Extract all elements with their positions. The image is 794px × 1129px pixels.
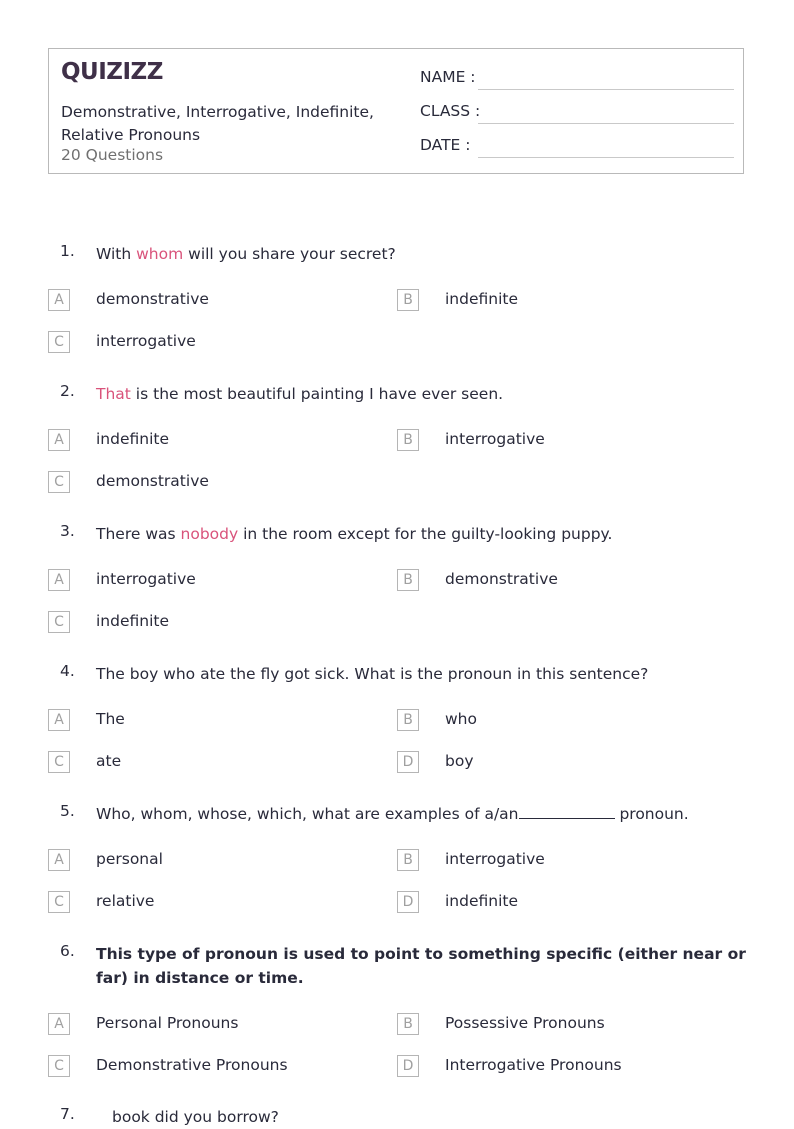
name-label: NAME : <box>420 68 476 86</box>
option-text: personal <box>96 850 163 868</box>
question-text <box>96 522 746 546</box>
option-letter-box: B <box>397 429 419 451</box>
option-text: interrogative <box>445 430 545 448</box>
answer-blank <box>519 804 615 819</box>
option-text: Demonstrative Pronouns <box>96 1056 288 1074</box>
option-letter-box: B <box>397 849 419 871</box>
question-number: 6. <box>60 942 75 960</box>
option-letter-box: A <box>48 569 70 591</box>
option-text: boy <box>445 752 474 770</box>
quizizz-logo: QUIZIZZ <box>61 59 163 85</box>
option-text: interrogative <box>96 570 196 588</box>
name-line[interactable] <box>478 89 734 90</box>
option-letter-box: C <box>48 891 70 913</box>
option-letter-box: D <box>397 751 419 773</box>
option-letter-box: D <box>397 1055 419 1077</box>
question-number: 1. <box>60 242 75 260</box>
name-field[interactable] <box>420 68 734 90</box>
highlighted-word: nobody <box>180 525 239 543</box>
question-text: The boy who ate the fly got sick. What is the pronoun in this sentence? <box>96 665 649 683</box>
question-text-part: Who, whom, whose, which, what are examples of a/an <box>96 805 519 823</box>
option-letter-box: C <box>48 471 70 493</box>
question-count: 20 Questions <box>61 146 164 164</box>
question-number: 2. <box>60 382 75 400</box>
option-letter-box: A <box>48 709 70 731</box>
question-text <box>96 382 746 406</box>
option-letter-box: C <box>48 751 70 773</box>
question-text-part: With <box>96 245 137 263</box>
option-text: interrogative <box>445 850 545 868</box>
question-text-part: will you share your secret? <box>183 245 396 263</box>
option-letter-box: B <box>397 569 419 591</box>
option-text: indefinite <box>445 290 519 308</box>
option-letter-box: C <box>48 611 70 633</box>
option-letter-box: B <box>397 289 419 311</box>
question-text: book did you borrow? <box>112 1108 279 1126</box>
option-letter-box: A <box>48 849 70 871</box>
question-number: 4. <box>60 662 75 680</box>
option-text: Possessive Pronouns <box>445 1014 605 1032</box>
worksheet-header <box>48 48 744 174</box>
question-number: 5. <box>60 802 75 820</box>
date-field[interactable] <box>420 136 734 158</box>
option-text: indefinite <box>96 430 170 448</box>
option-text: The <box>96 710 125 728</box>
option-letter-box: C <box>48 331 70 353</box>
question-text-part: pronoun. <box>614 805 689 823</box>
question-text-part: in the room except for the guilty-looking puppy. <box>238 525 613 543</box>
class-line[interactable] <box>478 123 734 124</box>
option-text: interrogative <box>96 332 196 350</box>
question-text <box>96 242 746 266</box>
option-text: demonstrative <box>445 570 558 588</box>
question-text-part: is the most beautiful painting I have ever seen. <box>130 385 504 403</box>
option-text: demonstrative <box>96 290 209 308</box>
date-label: DATE : <box>420 136 471 154</box>
highlighted-word: whom <box>136 245 184 263</box>
question-number: 3. <box>60 522 75 540</box>
option-text: Interrogative Pronouns <box>445 1056 622 1074</box>
class-label: CLASS : <box>420 102 481 120</box>
option-text: relative <box>96 892 155 910</box>
option-letter-box: A <box>48 1013 70 1035</box>
option-letter-box: D <box>397 891 419 913</box>
option-letter-box: B <box>397 709 419 731</box>
highlighted-word: That <box>96 385 131 403</box>
option-letter-box: C <box>48 1055 70 1077</box>
worksheet-title: Demonstrative, Interrogative, Indefinite, Relative Pronouns <box>61 103 374 144</box>
option-text: who <box>445 710 477 728</box>
option-letter-box: A <box>48 429 70 451</box>
option-text: ate <box>96 752 122 770</box>
question-text-part: There was <box>96 525 181 543</box>
option-letter-box: B <box>397 1013 419 1035</box>
class-field[interactable] <box>420 102 734 124</box>
question-text: This type of pronoun is used to point to something specific (either near or far) in distance or time. <box>96 945 746 987</box>
option-text: demonstrative <box>96 472 209 490</box>
question-text <box>96 802 746 826</box>
option-letter-box: A <box>48 289 70 311</box>
option-text: Personal Pronouns <box>96 1014 239 1032</box>
question-number: 7. <box>60 1105 75 1123</box>
option-text: indefinite <box>96 612 170 630</box>
option-text: indefinite <box>445 892 519 910</box>
date-line[interactable] <box>478 157 734 158</box>
